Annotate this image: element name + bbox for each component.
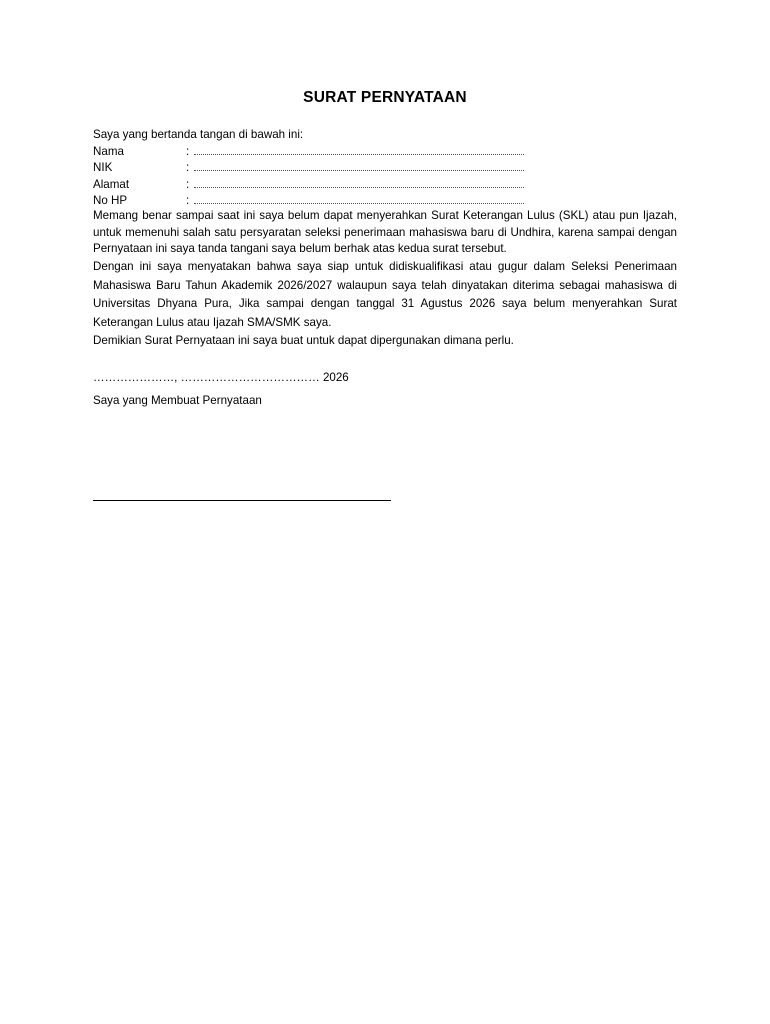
- field-colon: :: [186, 177, 190, 191]
- field-label: NIK: [93, 161, 113, 175]
- field-label: Alamat: [93, 177, 130, 191]
- signer-label: Saya yang Membuat Pernyataan: [93, 394, 262, 407]
- fill-in-line: [194, 178, 524, 188]
- field-row-nama: [93, 143, 677, 159]
- intro-text: Saya yang bertanda tangan di bawah ini:: [93, 128, 304, 141]
- signature-line: [93, 500, 391, 501]
- field-label: No HP: [93, 193, 128, 207]
- field-colon: :: [186, 161, 190, 175]
- fill-in-line: [194, 194, 524, 204]
- field-row-alamat: [93, 176, 677, 192]
- paragraph-disqualification: Dengan ini saya menyatakan bahwa saya siap untuk didiskualifikasi atau gugur dalam Seleksi Penerimaan Mahasiswa Baru Tahun Akademik 2026/2027 walaupun saya telah dinyatakan diterima sebagai mahasiswa di Universitas Dhyana Pura, Jika sampai dengan tanggal 31 Agustus 2026 saya belum menyerahkan Surat Keterangan Lulus atau Ijazah SMA/SMK saya.: [93, 259, 677, 329]
- paragraph-statement: Memang benar sampai saat ini saya belum dapat menyerahkan Surat Keterangan Lulus (SKL) atau pun Ijazah, untuk memenuhi salah satu persyaratan seleksi penerimaan mahasiswa baru di Undhira, karena sampai dengan Pernyataan ini saya tanda tangani saya belum berhak atas kedua surat tersebut.: [93, 209, 677, 256]
- field-row-no-hp: [93, 192, 677, 208]
- document-body: [93, 127, 677, 351]
- paragraph-closing: Demikian Surat Pernyataan ini saya buat untuk dapat dipergunakan dimana perlu.: [93, 334, 514, 348]
- fill-in-line: [194, 161, 524, 171]
- field-row-nik: [93, 159, 677, 175]
- place-date-line: …………………, ……………………………… 2026: [93, 371, 349, 384]
- field-label: Nama: [93, 145, 124, 158]
- fill-in-line: [194, 145, 524, 155]
- field-colon: :: [186, 145, 190, 158]
- document-title: SURAT PERNYATAAN: [303, 89, 467, 106]
- field-colon: :: [186, 193, 190, 207]
